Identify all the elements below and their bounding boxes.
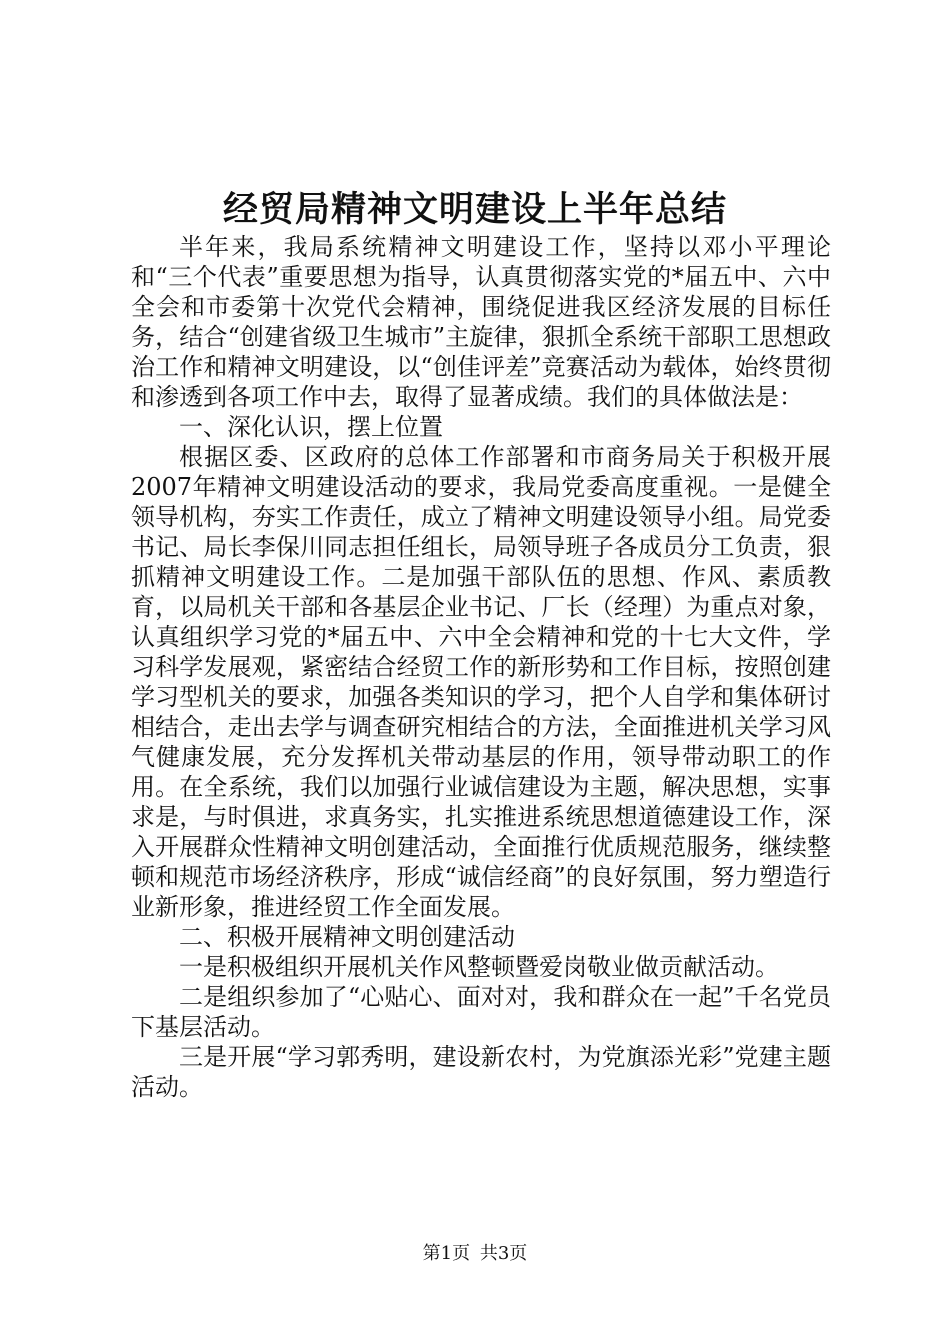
section-heading-1: 一、深化认识，摆上位置 [179,413,443,441]
paragraph-intro: 半年来，我局系统精神文明建设工作，坚持以邓小平理论和“三个代表”重要思想为指导，认真贯彻落实党的*届五中、六中全会和市委第十次党代会精神，围绕促进我区经济发展的目标任务，结合“创建省级卫生城市”主旋律，狠抓全系统干部职工思想政治工作和精神文明建设，以“创佳评差”竞赛活动为载体，始终贯彻和渗透到各项工作中去，取得了显著成绩。我们的具体做法是： [131,233,831,411]
section-heading-2: 二、积极开展精神文明创建活动 [179,923,515,951]
paragraph-activity-3: 三是开展“学习郭秀明，建设新农村，为党旗添光彩”党建主题活动。 [131,1043,831,1101]
document-title: 经贸局精神文明建设上半年总结 [222,189,727,230]
page-number: 第1页 [422,1243,471,1264]
paragraph-activity-2: 二是组织参加了“心贴心、面对对，我和群众在一起”千名党员下基层活动。 [131,983,831,1041]
page-footer [0,1242,950,1266]
paragraph-activity-1: 一是积极组织开展机关作风整顿暨爱岗敬业做贡献活动。 [179,953,779,981]
document-body [131,232,831,1102]
page-total: 共3页 [479,1243,528,1264]
paragraph-section-1: 根据区委、区政府的总体工作部署和市商务局关于积极开展2007年精神文明建设活动的要求，我局党委高度重视。一是健全领导机构，夯实工作责任，成立了精神文明建设领导小组。局党委书记、局长李保川同志担任组长，局领导班子各成员分工负责，狠抓精神文明建设工作。二是加强干部队伍的思想、作风、素质教育，以局机关干部和各基层企业书记、厂长（经理）为重点对象，认真组织学习党的*届五中、六中全会精神和党的十七大文件，学习科学发展观，紧密结合经贸工作的新形势和工作目标，按照创建学习型机关的要求，加强各类知识的学习，把个人自学和集体研讨相结合，走出去学与调查研究相结合的方法，全面推进机关学习风气健康发展，充分发挥机关带动基层的作用，领导带动职工的作用。在全系统，我们以加强行业诚信建设为主题，解决思想，实事求是，与时俱进，求真务实，扎实推进系统思想道德建设工作，深入开展群众性精神文明创建活动，全面推行优质规范服务，继续整顿和规范市场经济秩序，形成“诚信经商”的良好氛围，努力塑造行业新形象，推进经贸工作全面发展。 [131,443,831,921]
